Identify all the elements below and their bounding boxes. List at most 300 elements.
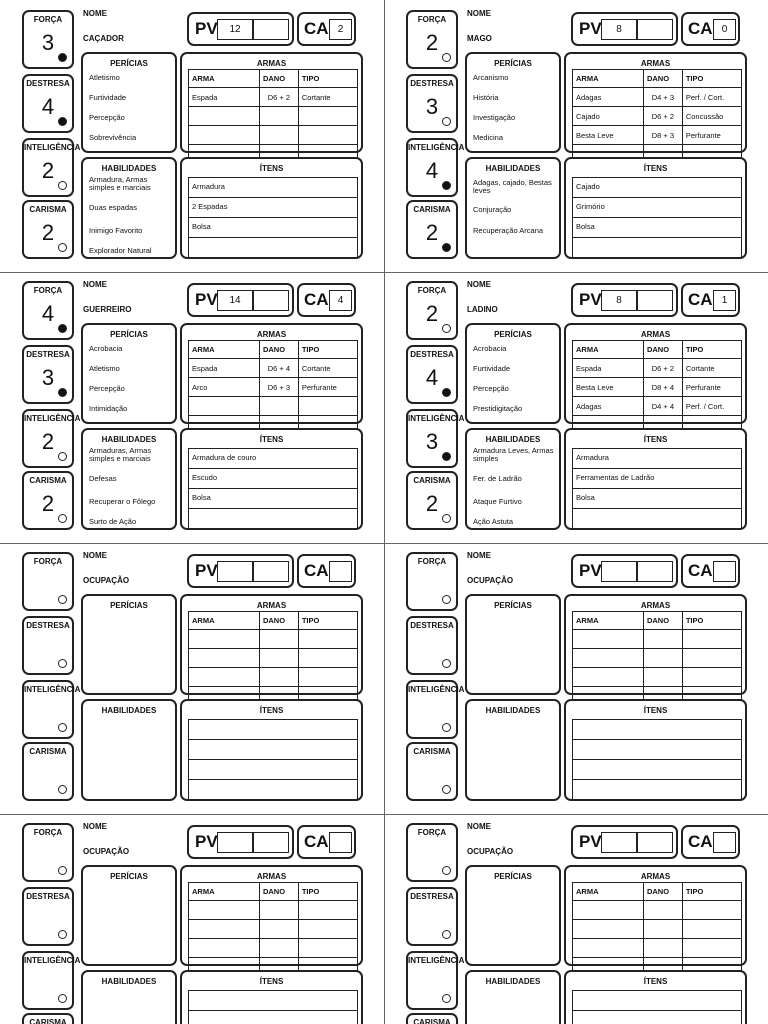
weapon-name-cell[interactable]: Adagas bbox=[573, 88, 644, 107]
weapon-row bbox=[189, 920, 358, 939]
attribute-label: DESTRESA bbox=[26, 621, 70, 630]
weapon-damage-cell[interactable] bbox=[259, 107, 298, 126]
pv-label: PV bbox=[579, 832, 602, 851]
weapon-name-cell[interactable]: Adagas bbox=[573, 397, 644, 416]
attribute-value[interactable]: 3 bbox=[425, 429, 439, 454]
ability-item: Armaduras, Armas simples e marciais bbox=[89, 446, 152, 463]
attribute-marker-dot[interactable] bbox=[58, 117, 67, 126]
attribute-marker-dot[interactable] bbox=[58, 930, 67, 939]
attribute-marker-dot[interactable] bbox=[442, 994, 451, 1003]
attribute-value[interactable]: 2 bbox=[41, 491, 55, 516]
weapon-name-cell[interactable] bbox=[189, 107, 260, 126]
damage-col-header: DANO bbox=[643, 883, 682, 901]
weapon-type-cell[interactable]: Perfurante bbox=[682, 378, 741, 397]
attribute-label: FORÇA bbox=[417, 286, 447, 295]
weapon-name-cell[interactable]: Besta Leve bbox=[573, 126, 644, 145]
weapon-name-cell[interactable] bbox=[573, 901, 644, 920]
ca-box bbox=[297, 825, 356, 859]
attribute-value[interactable]: 4 bbox=[425, 365, 439, 390]
ability-item: Recuperação Arcana bbox=[473, 226, 544, 235]
weapon-damage-cell[interactable] bbox=[643, 649, 682, 668]
weapon-damage-cell[interactable]: D4 + 4 bbox=[643, 397, 682, 416]
ca-label: CA bbox=[688, 561, 713, 580]
attribute-marker-dot[interactable] bbox=[58, 659, 67, 668]
weapon-name-cell[interactable] bbox=[189, 668, 260, 687]
attribute-destresa bbox=[22, 74, 74, 133]
weapons-header-row bbox=[573, 612, 742, 630]
weapon-damage-cell[interactable] bbox=[259, 920, 298, 939]
weapon-type-cell[interactable]: Perfurante bbox=[682, 126, 741, 145]
attribute-value[interactable]: 2 bbox=[41, 429, 55, 454]
attribute-marker-dot[interactable] bbox=[442, 866, 451, 875]
pv-box bbox=[571, 283, 678, 317]
weapon-type-cell[interactable] bbox=[298, 126, 357, 145]
weapon-damage-cell[interactable]: D6 + 2 bbox=[643, 107, 682, 126]
weapon-row bbox=[189, 649, 358, 668]
attribute-label: INTELIGÊNCIA bbox=[408, 143, 465, 152]
attribute-carisma bbox=[22, 742, 74, 801]
attribute-label: INTELIGÊNCIA bbox=[24, 414, 81, 423]
weapon-row bbox=[573, 88, 742, 107]
weapon-damage-cell[interactable] bbox=[259, 649, 298, 668]
weapons-title: ARMAS bbox=[256, 872, 287, 881]
attribute-value[interactable]: 4 bbox=[41, 301, 55, 326]
skills-title: PERÍCIAS bbox=[494, 872, 532, 881]
weapon-row bbox=[189, 668, 358, 687]
pv-box bbox=[571, 12, 678, 46]
attribute-marker-dot[interactable] bbox=[442, 514, 451, 523]
weapon-type-cell[interactable] bbox=[298, 920, 357, 939]
skill-item: Medicina bbox=[473, 133, 504, 142]
weapon-row bbox=[189, 939, 358, 958]
items-list bbox=[188, 990, 358, 1024]
attribute-value[interactable]: 2 bbox=[425, 301, 439, 326]
abilities-title: HABILIDADES bbox=[485, 977, 541, 986]
weapon-damage-cell[interactable] bbox=[259, 939, 298, 958]
attribute-marker-dot[interactable] bbox=[442, 388, 451, 397]
ca-label: CA bbox=[304, 561, 329, 580]
ca-field[interactable] bbox=[713, 561, 736, 582]
pv-label: PV bbox=[579, 561, 602, 580]
items-box bbox=[180, 699, 363, 801]
attribute-value[interactable]: 4 bbox=[41, 94, 55, 119]
skill-item: Arcanismo bbox=[473, 73, 509, 82]
items-list bbox=[188, 448, 358, 529]
attribute-marker-dot[interactable] bbox=[442, 181, 451, 190]
occupation-value[interactable]: OCUPAÇÃO bbox=[467, 847, 514, 856]
occupation-value[interactable]: GUERREIRO bbox=[83, 305, 132, 314]
weapon-col-header: ARMA bbox=[189, 341, 260, 359]
skills-box bbox=[81, 865, 177, 966]
attribute-marker-dot[interactable] bbox=[58, 243, 67, 252]
weapon-damage-cell[interactable] bbox=[259, 901, 298, 920]
ca-field[interactable]: 2 bbox=[329, 19, 352, 40]
items-title: ÍTENS bbox=[643, 977, 668, 986]
abilities-box bbox=[465, 970, 561, 1024]
pv-max-field[interactable] bbox=[637, 832, 673, 853]
item-row[interactable] bbox=[572, 991, 742, 1011]
item-row[interactable] bbox=[188, 509, 358, 529]
weapons-header-row bbox=[189, 612, 358, 630]
weapon-name-cell[interactable]: Espada bbox=[573, 359, 644, 378]
item-row[interactable]: 2 Espadas bbox=[188, 198, 358, 218]
attribute-carisma bbox=[22, 200, 74, 259]
attribute-label: CARISMA bbox=[29, 1018, 67, 1024]
skill-item: Furtividade bbox=[473, 364, 511, 373]
attribute-forca bbox=[406, 823, 458, 882]
weapon-damage-cell[interactable]: D8 + 3 bbox=[643, 126, 682, 145]
occupation-value[interactable]: CAÇADOR bbox=[83, 34, 124, 43]
weapon-damage-cell[interactable]: D6 + 3 bbox=[259, 378, 298, 397]
weapon-row bbox=[573, 649, 742, 668]
weapon-name-cell[interactable]: Espada bbox=[189, 88, 260, 107]
weapon-type-cell[interactable]: Cortante bbox=[682, 359, 741, 378]
weapon-name-cell[interactable] bbox=[189, 630, 260, 649]
items-box bbox=[564, 157, 747, 259]
skill-item: História bbox=[473, 93, 499, 102]
weapon-type-cell[interactable] bbox=[298, 107, 357, 126]
weapons-title: ARMAS bbox=[640, 59, 671, 68]
weapon-type-cell[interactable] bbox=[682, 649, 741, 668]
cut-line-horizontal bbox=[0, 543, 768, 544]
weapon-damage-cell[interactable] bbox=[259, 397, 298, 416]
weapon-name-cell[interactable] bbox=[189, 649, 260, 668]
attribute-label: CARISMA bbox=[413, 476, 451, 485]
weapon-type-cell[interactable]: Perf. / Cort. bbox=[682, 397, 741, 416]
pv-max-field[interactable] bbox=[637, 19, 673, 40]
attribute-value[interactable]: 2 bbox=[425, 491, 439, 516]
items-title: ÍTENS bbox=[259, 977, 284, 986]
item-row[interactable]: Bolsa bbox=[572, 218, 742, 238]
item-row[interactable]: Bolsa bbox=[188, 218, 358, 238]
attribute-marker-dot[interactable] bbox=[442, 723, 451, 732]
attribute-marker-dot[interactable] bbox=[442, 595, 451, 604]
ability-item: Surto de Ação bbox=[89, 517, 137, 526]
pv-max-field[interactable] bbox=[637, 290, 673, 311]
ca-field[interactable] bbox=[329, 561, 352, 582]
weapon-row bbox=[189, 88, 358, 107]
items-list bbox=[572, 990, 742, 1024]
abilities-box bbox=[81, 970, 177, 1024]
ca-field[interactable] bbox=[329, 832, 352, 853]
attribute-value[interactable]: 2 bbox=[425, 30, 439, 55]
ca-field[interactable]: 1 bbox=[713, 290, 736, 311]
attribute-marker-dot[interactable] bbox=[442, 785, 451, 794]
attribute-value[interactable]: 4 bbox=[425, 158, 439, 183]
ca-field[interactable]: 4 bbox=[329, 290, 352, 311]
item-row[interactable] bbox=[188, 238, 358, 258]
weapons-table bbox=[572, 340, 742, 435]
attribute-inteligencia bbox=[22, 951, 81, 1010]
attribute-marker-dot[interactable] bbox=[58, 53, 67, 62]
weapon-type-cell[interactable]: Cortante bbox=[298, 359, 357, 378]
items-title: ÍTENS bbox=[259, 706, 284, 715]
attribute-marker-dot[interactable] bbox=[442, 243, 451, 252]
pv-current-field[interactable] bbox=[601, 561, 637, 582]
pv-current-field[interactable] bbox=[601, 832, 637, 853]
pv-label: PV bbox=[195, 290, 218, 309]
attribute-marker-dot[interactable] bbox=[58, 324, 67, 333]
weapon-type-cell[interactable] bbox=[298, 901, 357, 920]
item-row[interactable] bbox=[572, 780, 742, 800]
weapons-box bbox=[180, 52, 363, 153]
weapons-box bbox=[564, 865, 747, 966]
weapon-name-cell[interactable] bbox=[573, 668, 644, 687]
attribute-value[interactable]: 3 bbox=[41, 30, 55, 55]
pv-current-field[interactable] bbox=[217, 561, 253, 582]
ability-item: Fer. de Ladrão bbox=[473, 474, 522, 483]
pv-label: PV bbox=[579, 19, 602, 38]
character-card bbox=[384, 814, 768, 1024]
skills-box bbox=[81, 594, 177, 695]
type-col-header: TIPO bbox=[298, 341, 357, 359]
attribute-value[interactable]: 2 bbox=[425, 220, 439, 245]
occupation-value[interactable]: OCUPAÇÃO bbox=[83, 847, 130, 856]
attribute-marker-dot[interactable] bbox=[442, 659, 451, 668]
weapon-name-cell[interactable] bbox=[189, 901, 260, 920]
weapon-name-cell[interactable] bbox=[189, 397, 260, 416]
type-col-header: TIPO bbox=[298, 883, 357, 901]
ca-label: CA bbox=[304, 19, 329, 38]
item-row[interactable]: Armadura bbox=[188, 178, 358, 198]
pv-current-field[interactable]: 12 bbox=[217, 19, 253, 40]
weapon-damage-cell[interactable]: D6 + 4 bbox=[259, 359, 298, 378]
weapon-name-cell[interactable] bbox=[189, 920, 260, 939]
weapon-row bbox=[573, 126, 742, 145]
abilities-box bbox=[81, 157, 177, 259]
damage-col-header: DANO bbox=[643, 341, 682, 359]
item-row[interactable] bbox=[188, 720, 358, 740]
pv-current-field[interactable]: 8 bbox=[601, 19, 637, 40]
weapon-type-cell[interactable] bbox=[682, 668, 741, 687]
ability-item: Ação Astuta bbox=[473, 517, 514, 526]
pv-max-field[interactable] bbox=[253, 290, 289, 311]
attribute-marker-dot[interactable] bbox=[442, 930, 451, 939]
attribute-forca bbox=[406, 552, 458, 611]
items-box bbox=[564, 970, 747, 1024]
ability-item: Explorador Natural bbox=[89, 246, 152, 255]
weapon-col-header: ARMA bbox=[573, 70, 644, 88]
skills-box bbox=[81, 323, 177, 424]
weapon-type-cell[interactable] bbox=[298, 397, 357, 416]
ability-item: Inimigo Favorito bbox=[89, 226, 143, 235]
item-row[interactable]: Cajado bbox=[572, 178, 742, 198]
weapon-row bbox=[189, 397, 358, 416]
character-card bbox=[384, 272, 768, 543]
attribute-marker-dot[interactable] bbox=[58, 181, 67, 190]
weapon-type-cell[interactable] bbox=[682, 901, 741, 920]
weapon-name-cell[interactable] bbox=[573, 920, 644, 939]
abilities-title: HABILIDADES bbox=[485, 435, 541, 444]
attribute-marker-dot[interactable] bbox=[58, 595, 67, 604]
skill-item: Atletismo bbox=[89, 73, 120, 82]
skill-item: Sobrevivência bbox=[89, 133, 137, 142]
attribute-value[interactable]: 3 bbox=[41, 365, 55, 390]
weapon-damage-cell[interactable]: D4 + 3 bbox=[643, 88, 682, 107]
items-box bbox=[180, 970, 363, 1024]
items-title: ÍTENS bbox=[643, 706, 668, 715]
ability-item: Recuperar o Fôlego bbox=[89, 497, 156, 506]
attribute-carisma bbox=[22, 1013, 74, 1024]
weapon-damage-cell[interactable] bbox=[643, 920, 682, 939]
attribute-marker-dot[interactable] bbox=[58, 785, 67, 794]
weapon-name-cell[interactable] bbox=[189, 126, 260, 145]
weapons-box bbox=[180, 594, 363, 695]
item-row[interactable] bbox=[572, 238, 742, 258]
weapon-damage-cell[interactable] bbox=[643, 668, 682, 687]
weapon-type-cell[interactable] bbox=[298, 939, 357, 958]
character-card bbox=[384, 543, 768, 814]
item-row[interactable] bbox=[188, 991, 358, 1011]
items-list bbox=[572, 448, 742, 529]
ca-field[interactable] bbox=[713, 832, 736, 853]
pv-max-field[interactable] bbox=[253, 832, 289, 853]
attribute-value[interactable]: 2 bbox=[41, 220, 55, 245]
name-label: NOME bbox=[83, 551, 107, 560]
item-row[interactable]: Escudo bbox=[188, 469, 358, 489]
item-row[interactable]: Armadura bbox=[572, 449, 742, 469]
weapon-type-cell[interactable] bbox=[298, 649, 357, 668]
character-card bbox=[0, 543, 384, 814]
cut-line-horizontal bbox=[0, 814, 768, 815]
weapon-name-cell[interactable] bbox=[573, 630, 644, 649]
items-list bbox=[572, 177, 742, 258]
item-row[interactable] bbox=[188, 740, 358, 760]
weapon-name-cell[interactable]: Arco bbox=[189, 378, 260, 397]
weapon-damage-cell[interactable]: D8 + 4 bbox=[643, 378, 682, 397]
pv-current-field[interactable] bbox=[217, 832, 253, 853]
item-row[interactable] bbox=[188, 780, 358, 800]
attribute-marker-dot[interactable] bbox=[442, 53, 451, 62]
skill-item: Intimidação bbox=[89, 404, 128, 413]
attribute-label: CARISMA bbox=[413, 1018, 451, 1024]
pv-label: PV bbox=[195, 832, 218, 851]
item-row[interactable] bbox=[188, 1011, 358, 1024]
ca-field[interactable]: 0 bbox=[713, 19, 736, 40]
weapons-box bbox=[564, 594, 747, 695]
weapon-type-cell[interactable] bbox=[682, 920, 741, 939]
pv-current-field[interactable]: 14 bbox=[217, 290, 253, 311]
weapon-damage-cell[interactable] bbox=[259, 126, 298, 145]
weapon-name-cell[interactable]: Espada bbox=[189, 359, 260, 378]
skills-title: PERÍCIAS bbox=[494, 601, 532, 610]
attribute-marker-dot[interactable] bbox=[442, 452, 451, 461]
attribute-label: DESTRESA bbox=[26, 892, 70, 901]
pv-current-field[interactable]: 8 bbox=[601, 290, 637, 311]
attribute-destresa bbox=[22, 345, 74, 404]
attribute-marker-dot[interactable] bbox=[58, 452, 67, 461]
weapon-damage-cell[interactable] bbox=[643, 939, 682, 958]
weapon-type-cell[interactable]: Cortante bbox=[298, 88, 357, 107]
pv-box bbox=[187, 554, 294, 588]
weapon-row bbox=[573, 668, 742, 687]
weapon-name-cell[interactable] bbox=[189, 939, 260, 958]
skill-item: Acrobacia bbox=[89, 344, 123, 353]
weapons-title: ARMAS bbox=[256, 330, 287, 339]
type-col-header: TIPO bbox=[682, 883, 741, 901]
attribute-marker-dot[interactable] bbox=[442, 117, 451, 126]
weapons-title: ARMAS bbox=[256, 601, 287, 610]
name-label: NOME bbox=[467, 822, 491, 831]
weapon-name-cell[interactable] bbox=[573, 649, 644, 668]
occupation-value[interactable]: LADINO bbox=[467, 305, 498, 314]
skill-item: Percepção bbox=[473, 384, 509, 393]
weapon-row bbox=[573, 107, 742, 126]
pv-label: PV bbox=[195, 19, 218, 38]
occupation-value[interactable]: OCUPAÇÃO bbox=[467, 576, 514, 585]
item-row[interactable] bbox=[188, 760, 358, 780]
damage-col-header: DANO bbox=[643, 70, 682, 88]
pv-max-field[interactable] bbox=[637, 561, 673, 582]
weapon-name-cell[interactable]: Besta Leve bbox=[573, 378, 644, 397]
attribute-marker-dot[interactable] bbox=[58, 514, 67, 523]
weapons-box bbox=[180, 323, 363, 424]
weapon-damage-cell[interactable]: D6 + 2 bbox=[643, 359, 682, 378]
weapon-type-cell[interactable] bbox=[298, 630, 357, 649]
item-row[interactable]: Bolsa bbox=[572, 489, 742, 509]
attribute-value[interactable]: 2 bbox=[41, 158, 55, 183]
ability-item: Armadura, Armas simples e marciais bbox=[89, 175, 151, 192]
weapons-table bbox=[188, 611, 358, 706]
attribute-marker-dot[interactable] bbox=[58, 866, 67, 875]
weapon-name-cell[interactable] bbox=[573, 939, 644, 958]
occupation-value[interactable]: OCUPAÇÃO bbox=[83, 576, 130, 585]
attribute-marker-dot[interactable] bbox=[58, 723, 67, 732]
weapon-type-cell[interactable]: Concussão bbox=[682, 107, 741, 126]
weapon-type-cell[interactable] bbox=[682, 939, 741, 958]
attribute-marker-dot[interactable] bbox=[442, 324, 451, 333]
attribute-forca bbox=[406, 281, 458, 340]
item-row[interactable] bbox=[572, 760, 742, 780]
weapon-row bbox=[189, 630, 358, 649]
item-row[interactable]: Armadura de couro bbox=[188, 449, 358, 469]
weapon-damage-cell[interactable] bbox=[259, 630, 298, 649]
item-row[interactable] bbox=[572, 1011, 742, 1024]
weapon-name-cell[interactable]: Cajado bbox=[573, 107, 644, 126]
weapon-type-cell[interactable]: Perf. / Cort. bbox=[682, 88, 741, 107]
pv-max-field[interactable] bbox=[253, 19, 289, 40]
weapons-title: ARMAS bbox=[640, 330, 671, 339]
weapon-damage-cell[interactable] bbox=[643, 630, 682, 649]
item-row[interactable]: Bolsa bbox=[188, 489, 358, 509]
pv-max-field[interactable] bbox=[253, 561, 289, 582]
weapon-damage-cell[interactable] bbox=[643, 901, 682, 920]
item-row[interactable] bbox=[572, 720, 742, 740]
character-card bbox=[0, 1, 384, 272]
weapons-table bbox=[572, 69, 742, 164]
weapon-damage-cell[interactable] bbox=[259, 668, 298, 687]
item-row[interactable]: Ferramentas de Ladrão bbox=[572, 469, 742, 489]
attribute-destresa bbox=[22, 887, 74, 946]
item-row[interactable]: Grimório bbox=[572, 198, 742, 218]
attribute-label: CARISMA bbox=[413, 205, 451, 214]
attribute-label: INTELIGÊNCIA bbox=[24, 143, 81, 152]
weapon-type-cell[interactable] bbox=[298, 668, 357, 687]
weapon-type-cell[interactable] bbox=[682, 630, 741, 649]
name-label: NOME bbox=[467, 9, 491, 18]
occupation-value[interactable]: MAGO bbox=[467, 34, 492, 43]
item-row[interactable] bbox=[572, 509, 742, 529]
attribute-marker-dot[interactable] bbox=[58, 388, 67, 397]
ca-box bbox=[297, 554, 356, 588]
item-row[interactable] bbox=[572, 740, 742, 760]
attribute-value[interactable]: 3 bbox=[425, 94, 439, 119]
weapon-type-cell[interactable]: Perfurante bbox=[298, 378, 357, 397]
weapon-col-header: ARMA bbox=[573, 883, 644, 901]
pv-box bbox=[571, 825, 678, 859]
attribute-marker-dot[interactable] bbox=[58, 994, 67, 1003]
weapon-damage-cell[interactable]: D6 + 2 bbox=[259, 88, 298, 107]
